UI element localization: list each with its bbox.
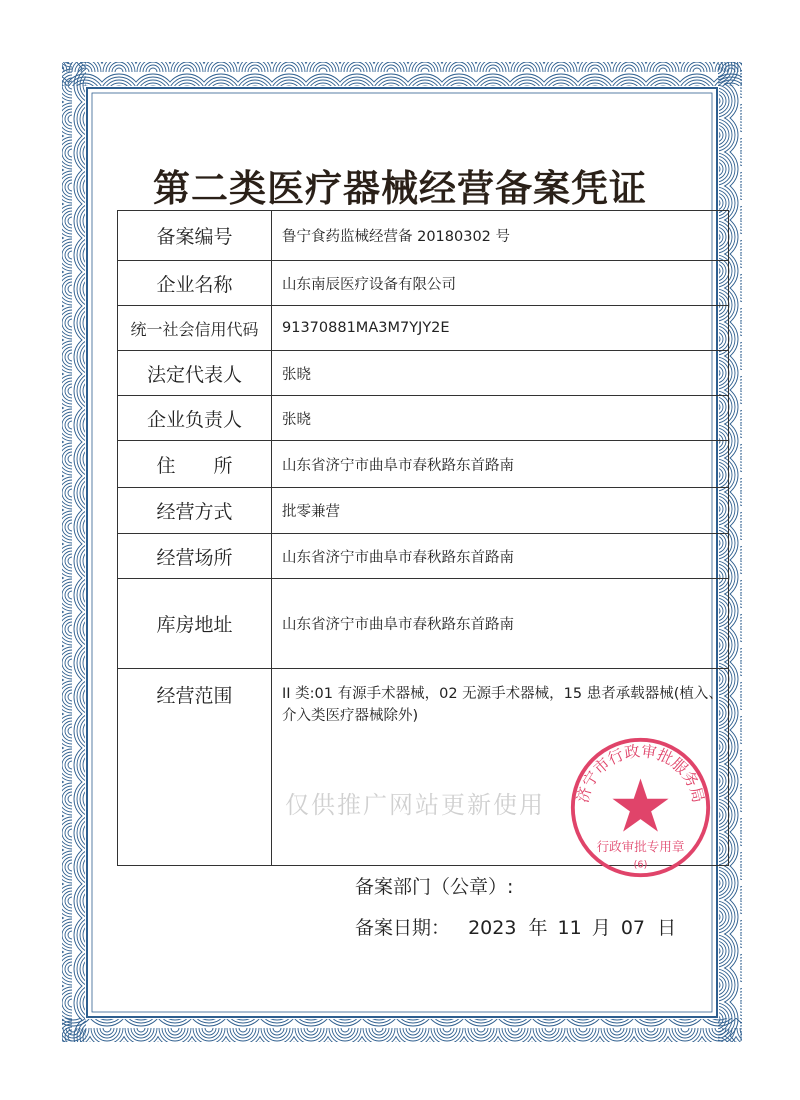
table-row (118, 211, 729, 261)
table-row (118, 579, 729, 669)
row-label: 经营场所 (118, 534, 272, 579)
row-value: 批零兼营 (272, 488, 729, 534)
row-value: 91370881MA3M7YJY2E (272, 306, 729, 351)
stamp-outer-text: 济宁市行政审批服务局 (573, 742, 708, 805)
row-label: 库房地址 (118, 579, 272, 669)
row-value: 山东省济宁市曲阜市春秋路东首路南 (272, 579, 729, 669)
year-unit: 年 (528, 917, 548, 939)
table-row (118, 488, 729, 534)
row-label: 企业名称 (118, 261, 272, 306)
row-label: 经营范围 (118, 669, 272, 866)
row-label: 住 所 (118, 441, 272, 488)
table-row (118, 261, 729, 306)
row-value: 山东省济宁市曲阜市春秋路东首路南 (272, 441, 729, 488)
official-stamp (568, 735, 713, 880)
row-label: 经营方式 (118, 488, 272, 534)
filing-department-label: 备案部门（公章）: (355, 876, 514, 898)
row-value: 鲁宁食药监械经营备 20180302 号 (272, 211, 729, 261)
row-value: 张晓 (272, 351, 729, 396)
row-label: 法定代表人 (118, 351, 272, 396)
day-unit: 日 (657, 917, 677, 939)
table-row (118, 396, 729, 441)
table-row (118, 351, 729, 396)
row-value: II 类:01 有源手术器械，02 无源手术器械，15 患者承载器械(植入、介入类医疗器械除外) (272, 669, 729, 866)
date-day: 07 (620, 917, 646, 939)
table-row (118, 534, 729, 579)
row-label: 企业负责人 (118, 396, 272, 441)
stamp-inner-text: 行政审批专用章 (596, 839, 685, 854)
star-icon (612, 779, 668, 832)
row-label: 统一社会信用代码 (118, 306, 272, 351)
date-year: 2023 (468, 917, 517, 939)
document-title: 第二类医疗器械经营备案凭证 (153, 166, 647, 210)
month-unit: 月 (591, 917, 611, 939)
row-label: 备案编号 (118, 211, 272, 261)
filing-date (355, 913, 676, 940)
stamp-number: (6) (633, 859, 648, 871)
watermark: 仅供推广网站更新使用 (285, 791, 545, 819)
table-row (118, 306, 729, 351)
date-label: 备案日期： (355, 917, 451, 939)
row-value: 山东南辰医疗设备有限公司 (272, 261, 729, 306)
date-month: 11 (557, 917, 582, 939)
table-row (118, 441, 729, 488)
row-value: 山东省济宁市曲阜市春秋路东首路南 (272, 534, 729, 579)
row-value: 张晓 (272, 396, 729, 441)
